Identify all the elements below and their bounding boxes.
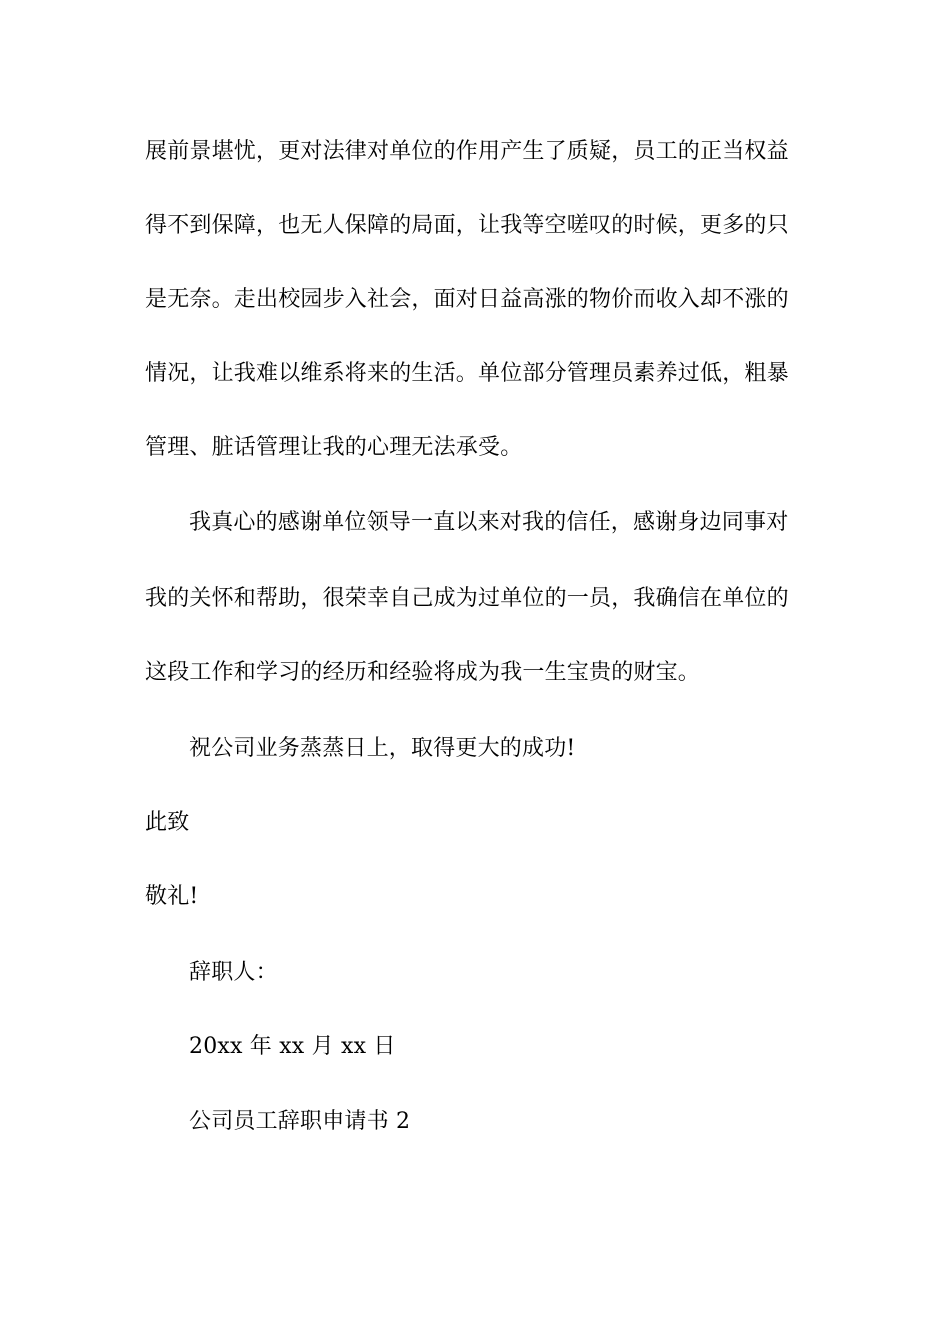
paragraph1-line-5: 管理、脏话管理让我的心理无法承受。: [145, 435, 523, 460]
closing-regards: 敬礼!: [145, 884, 199, 909]
paragraph2-line-2: 我的关怀和帮助，很荣幸自己成为过单位的一员，我确信在单位的: [145, 586, 789, 611]
paragraph1-line-1: 展前景堪忧，更对法律对单位的作用产生了质疑，员工的正当权益: [145, 139, 789, 164]
wish-line: 祝公司业务蒸蒸日上，取得更大的成功!: [189, 736, 576, 761]
next-section-title: 公司员工辞职申请书 2: [189, 1109, 411, 1134]
paragraph2-line-3: 这段工作和学习的经历和经验将成为我一生宝贵的财宝。: [145, 660, 701, 685]
paragraph1-line-4: 情况，让我难以维系将来的生活。单位部分管理员素养过低，粗暴: [145, 361, 789, 386]
paragraph1-line-2: 得不到保障，也无人保障的局面，让我等空嗟叹的时候，更多的只: [145, 213, 789, 238]
paragraph2-line-1: 我真心的感谢单位领导一直以来对我的信任，感谢身边同事对: [189, 510, 789, 535]
signer-label: 辞职人：: [189, 960, 278, 985]
paragraph1-line-3: 是无奈。走出校园步入社会，面对日益高涨的物价而收入却不涨的: [145, 287, 789, 312]
closing-salutation: 此致: [145, 810, 190, 835]
date-line: 20xx 年 xx 月 xx 日: [189, 1034, 396, 1059]
